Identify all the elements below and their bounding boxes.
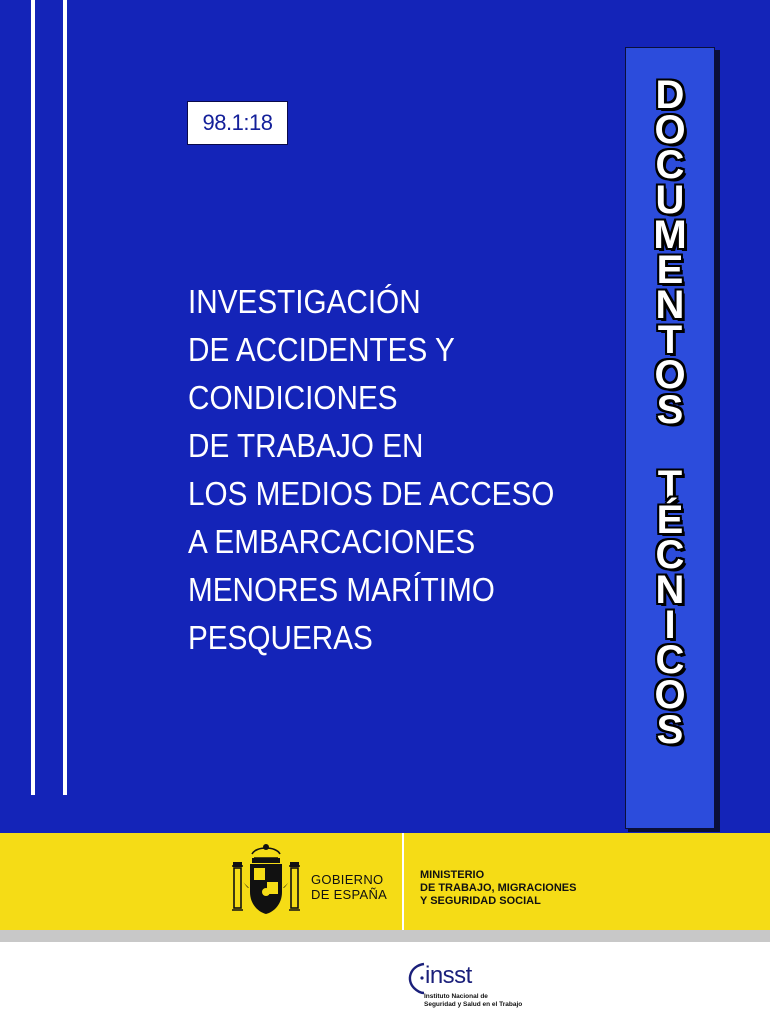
title-line: DE ACCIDENTES Y xyxy=(188,331,455,368)
series-letter: T xyxy=(657,463,683,507)
decorative-line-right xyxy=(63,0,67,795)
series-letter: C xyxy=(655,533,685,577)
series-letter: D xyxy=(655,73,685,117)
title-line: INVESTIGACIÓN xyxy=(188,283,421,320)
title-line: DE TRABAJO EN xyxy=(188,427,424,464)
series-letter: I xyxy=(664,603,676,647)
ministry-label xyxy=(420,869,576,908)
series-letter: C xyxy=(655,638,685,682)
footer-gray-strip xyxy=(0,930,770,942)
series-letter: O xyxy=(654,353,686,397)
document-code: 98.1:18 xyxy=(187,101,288,145)
series-letter: U xyxy=(655,178,685,222)
title-line: A EMBARCACIONES xyxy=(188,523,476,560)
title-line: CONDICIONES xyxy=(188,379,398,416)
government-line: DE ESPAÑA xyxy=(311,887,388,902)
series-letter: O xyxy=(654,108,686,152)
series-letter: S xyxy=(656,708,684,752)
series-letter: T xyxy=(657,318,683,362)
series-letter: O xyxy=(654,673,686,717)
footer-divider xyxy=(402,833,404,930)
series-letter: E xyxy=(656,248,684,292)
document-title xyxy=(188,278,608,662)
series-letter: N xyxy=(655,568,685,612)
title-line: LOS MEDIOS DE ACCESO xyxy=(188,475,555,512)
series-letter: N xyxy=(655,283,685,327)
insst-wordmark: insst xyxy=(425,962,472,989)
series-label xyxy=(625,73,715,818)
title-line: MENORES MARÍTIMO xyxy=(188,571,495,608)
government-label xyxy=(311,872,387,902)
series-letter: S xyxy=(656,388,684,432)
institute-line: Instituto Nacional de xyxy=(424,993,488,1000)
series-letter: É xyxy=(656,498,684,542)
title-line: PESQUERAS xyxy=(188,619,373,656)
ministry-line: Y SEGURIDAD SOCIAL xyxy=(420,895,541,907)
ministry-line: DE TRABAJO, MIGRACIONES xyxy=(420,882,577,894)
government-line: GOBIERNO xyxy=(311,872,384,887)
series-letter: M xyxy=(653,213,687,257)
decorative-line-left xyxy=(31,0,35,795)
institute-line: Seguridad y Salud en el Trabajo xyxy=(424,1001,523,1008)
coat-of-arms-icon xyxy=(230,842,302,920)
series-letter: C xyxy=(655,143,685,187)
institute-name xyxy=(424,993,522,1009)
ministry-line: MINISTERIO xyxy=(420,869,485,881)
